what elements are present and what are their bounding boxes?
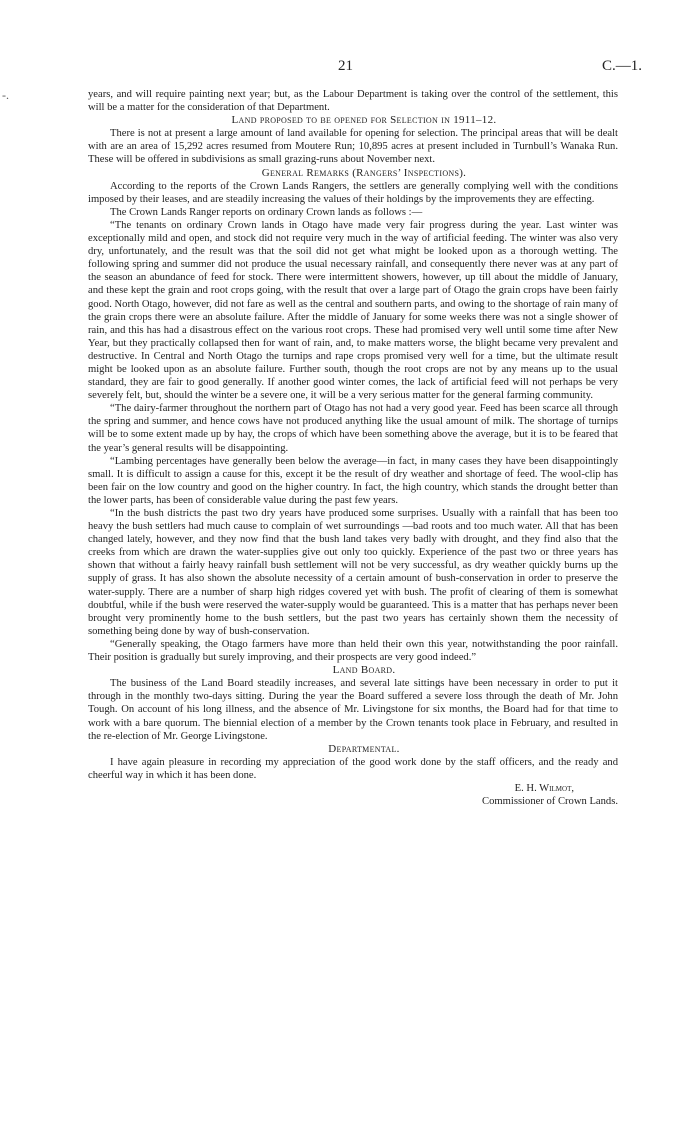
intro-paragraph: years, and will require painting next year; but, as the Labour Department is taking over the control of the settlement, this will be a matter for the consideration of that Department. — [88, 89, 618, 114]
heading-departmental: Departmental. — [328, 742, 400, 755]
general-remarks-paragraph-1: According to the reports of the Crown Lands Rangers, the settlers are generally complying well with the conditions imposed by their leases, and are steadily increasing the values of their holdings by the improvements they are effecting. — [88, 180, 618, 205]
general-remarks-paragraph-2: The Crown Lands Ranger reports on ordinary Crown lands as follows :— — [110, 206, 423, 218]
heading-land-board: Land Board. — [332, 664, 396, 677]
page-number: 21 — [338, 58, 353, 74]
heading-general-remarks: General Remarks (Rangers’ Inspections). — [261, 166, 467, 179]
land-board-paragraph: The business of the Land Board steadily increases, and several late sittings have been necessary in order to put it through in the monthly two-days sitting. During the year the Board suffered a severe loss through the death of Mr. John Tough. On account of his long illness, and the absence of Mr. Livingstone for six months, the Board had for that time to work with a bare quorum. The biennial election of a member by the Crown tenants took place in February, and resulted in the re-election of Mr. George Livingstone. — [88, 678, 618, 742]
departmental-paragraph: I have again pleasure in recording my appreciation of the good work done by the staff officers, and the ready and cheerful way in which it has been done. — [88, 756, 618, 781]
ranger-quote-bush: “In the bush districts the past two dry years have produced some surprises. Usually with a rainfall that has been too heavy the bush settlers had much cause to complain of wet surroundings —bad roots and too much water. All that has been changed lately, however, and they now find that the bush land takes very badly with drought, and they find also that the creeks from which are drawn the water-supplies give out only too quickly. Experience of the past two or three years has shown that without a fairly heavy rainfall bush settlement will not be very successful, as dry weather quickly burns up the supply of grass. It has also shown the absolute necessity of a certain amount of bush-conservation in order to preserve the water-supply. There are a number of sharp high ridges covered yet with bush. The profit of clearing of them is somewhat doubtful, while if the bush were reserved the water-supply would be guaranteed. This is a matter that has perhaps never been brought very prominently home to the bush settlers, but the past two years has certainly shown them the necessity of something being done by way of bush-conservation. — [88, 508, 618, 637]
land-proposed-paragraph: There is not at present a large amount of land available for opening for selection. The principal areas that will be dealt with are an area of 15,292 acres resumed from Moutere Run; 10,895 acres at present included in Turnbull’s Wanaka Run. These will be offered in subdivisions as small grazing-runs about November next. — [88, 128, 618, 166]
signature-name: E. H. Wilmot, — [514, 782, 574, 794]
signature-title: Commissioner of Crown Lands. — [482, 796, 618, 808]
heading-land-proposed: Land proposed to be opened for Selection in 1911–12. — [231, 114, 497, 127]
ranger-quote-dairy: “The dairy-farmer throughout the northern part of Otago has not had a very good year. Feed has been scarce all through the spring and summer, and hence cows have not produced anything like the usual amount of milk. The shortage of turnips will be to some extent made up by hay, the crops of which have been something above the average, but it is to be feared that the year’s general results will be disappointing. — [88, 403, 618, 454]
ranger-quote-crops: “The tenants on ordinary Crown lands in Otago have made very fair progress during the year. Last winter was exceptionally mild and open, and stock did not require very much in the way of artificial feeding. The winter was also very dry, unfortunately, and the result was that the soil did not get what might be looked upon as a thorough wetting. The following spring and summer did not produce the usual necessary rainfall, and consequently there never was at any part of the season an abundance of feed for stock. There were intermittent showers, however, up till about the middle of January, and these kept the grain and root crops going, with the result that over a large part of Otago the grain crops have been fairly good. North Otago, however, did not fare as well as the central and southern parts, and owing to the shortage of rain many of the grain crops there were an absolute failure. After the middle of January for some weeks there was not a single shower of rain, and this has had a disastrous effect on the various root crops. These had promised very well until some time after New Year, but they practically collapsed then for want of rain, and, to make matters worse, the blight became very prevalent and destructive. In Central and North Otago the turnips and rape crops promised very well for a time, but the ultimate result might be looked upon as an absolute failure. Further south, though the root crops are not by any means up to the usual standard, they are fair to good generally. If another good winter comes, the lack of artificial feed will not perhaps be very severely felt, but, should the winter be a severe one, it will be a very serious matter for the general farming community. — [88, 219, 618, 402]
document-reference: C.—1. — [602, 58, 643, 74]
ranger-quote-summary: “Generally speaking, the Otago farmers have more than held their own this year, notwithstanding the poor rainfall. Their position is gradually but surely improving, and their prospects are very good indeed.” — [88, 638, 618, 664]
page-header — [0, 58, 700, 80]
page-body — [88, 88, 618, 808]
margin-mark: -. — [2, 88, 9, 102]
ranger-quote-lambing: “Lambing percentages have generally been below the average—in fact, in many cases they have been disappointingly small. It is difficult to assign a cause for this, except it be the result of dry weather and shortage of feed. The wool-clip has been fair on the low country and good on the higher country. In fact, the high country, which stands the drought better than the lower parts, has been of considerable value during the past few years. — [88, 455, 618, 506]
